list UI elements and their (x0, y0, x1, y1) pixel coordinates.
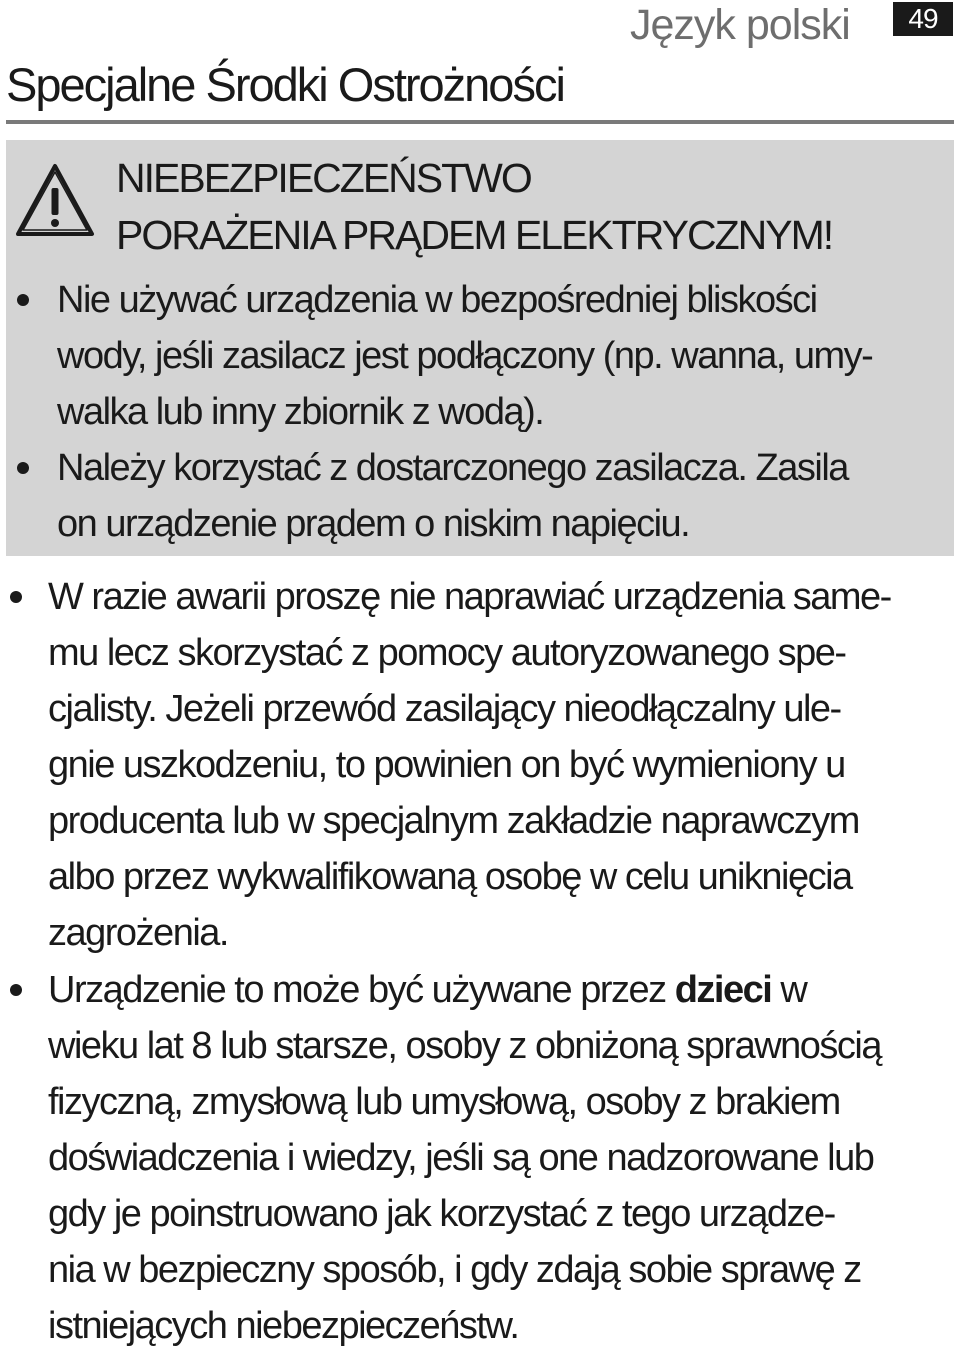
bullet-dot (10, 984, 22, 996)
bullet-line: wody, jeśli zasilacz jest podłączony (np. wanna, umy- (57, 335, 873, 377)
warning-bullet-2 (57, 440, 848, 552)
bullet-line: producenta lub w specjalnym zakładzie naprawczym (48, 800, 859, 842)
bullet-line: gdy je poinstruowano jak korzystać z tego urządze- (48, 1193, 835, 1235)
bullet-repair (48, 569, 891, 961)
bullet-line: gnie uszkodzeniu, to powinien on być wymieniony u (48, 744, 845, 786)
warning-triangle-icon (14, 162, 96, 240)
bullet-line (48, 962, 881, 1018)
bullet-children (48, 962, 881, 1354)
bullet-line: nia w bezpieczny sposób, i gdy zdają sobie sprawę z (48, 1249, 861, 1291)
bullet-dot (17, 462, 29, 474)
bold-word-children: dzieci (674, 969, 772, 1011)
section-title: Specjalne Środki Ostrożności (6, 58, 564, 111)
bullet-text: Urządzenie to może być używane przez (48, 969, 675, 1011)
bullet-line: Nie używać urządzenia w bezpośredniej bliskości (57, 279, 817, 321)
warning-heading (116, 150, 946, 264)
bullet-line: W razie awarii proszę nie naprawiać urządzenia same- (48, 576, 891, 618)
warning-heading-line-1: NIEBEZPIECZEŃSTWO (116, 155, 531, 201)
page-number-badge: 49 (893, 2, 953, 36)
bullet-dot (17, 294, 29, 306)
bullet-line: mu lecz skorzystać z pomocy autoryzowanego spe- (48, 632, 846, 674)
warning-heading-line-2: PORAŻENIA PRĄDEM ELEKTRYCZNYM! (116, 212, 833, 258)
bullet-line: albo przez wykwalifikowaną osobę w celu uniknięcia (48, 856, 852, 898)
bullet-line: zagrożenia. (48, 912, 228, 954)
bullet-line: Należy korzystać z dostarczonego zasilacza. Zasila (57, 447, 848, 489)
title-divider (6, 120, 954, 124)
warning-bullet-1 (57, 272, 872, 440)
bullet-line: wieku lat 8 lub starsze, osoby z obniżoną sprawnością (48, 1025, 881, 1067)
language-header: Język polski (630, 1, 850, 49)
bullet-dot (10, 591, 22, 603)
bullet-line: doświadczenia i wiedzy, jeśli są one nadzorowane lub (48, 1137, 874, 1179)
bullet-line: walka lub inny zbiornik z wodą). (57, 391, 544, 433)
bullet-text: w (771, 969, 807, 1011)
bullet-line: istniejących niebezpieczeństw. (48, 1305, 519, 1347)
bullet-line: cjalisty. Jeżeli przewód zasilający nieodłączalny ule- (48, 688, 841, 730)
bullet-line: fizyczną, zmysłową lub umysłową, osoby z brakiem (48, 1081, 840, 1123)
bullet-line: on urządzenie prądem o niskim napięciu. (57, 503, 690, 545)
